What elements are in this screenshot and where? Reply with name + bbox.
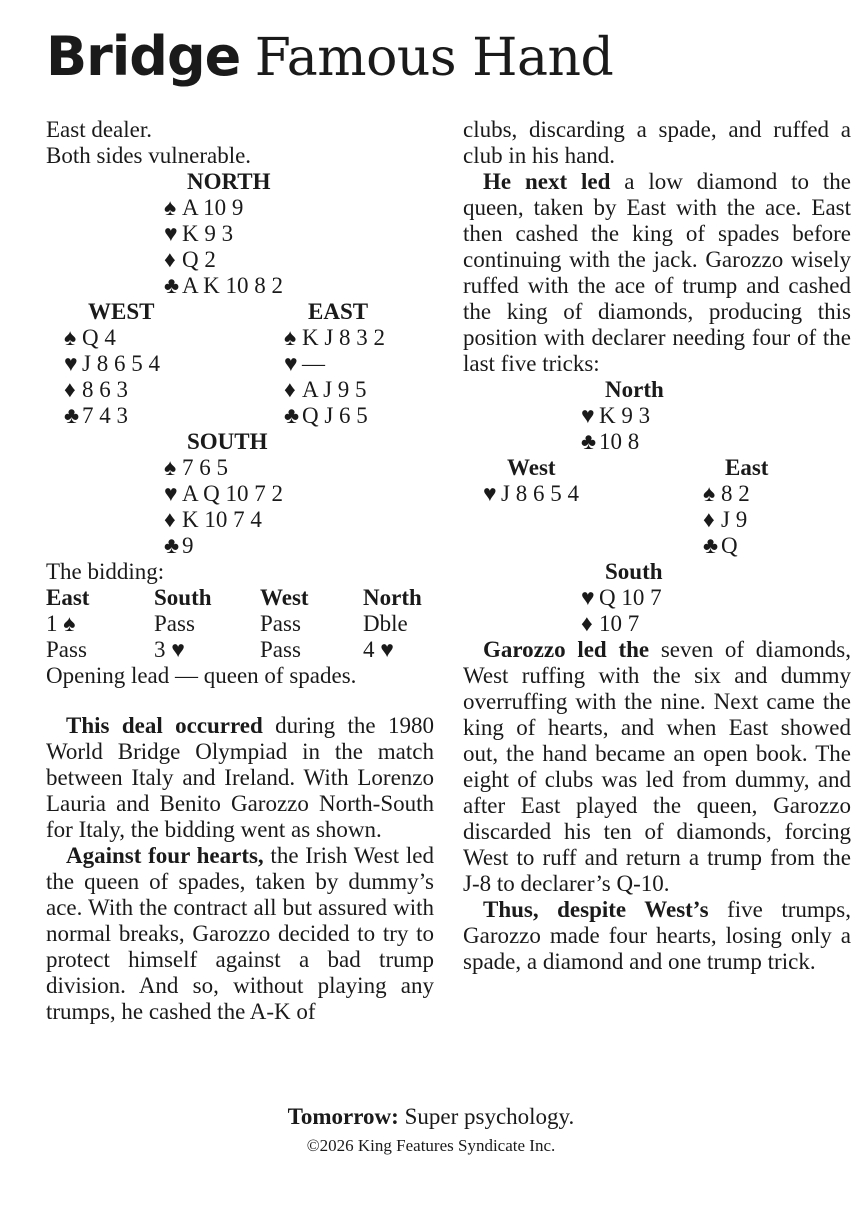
west-clubs: ♣ 7 4 3 [64,403,128,428]
bidding-table [46,585,434,663]
pos-north-clubs: ♣ 10 8 [581,429,640,454]
pos-north-hearts: ♥ K 9 3 [581,403,651,428]
club-icon: ♣ [164,273,180,298]
east-hearts: ♥ — [284,351,325,376]
bid-header-west: West [260,585,309,610]
bid-cell: Pass [46,637,87,662]
bid-cell: Pass [154,611,195,636]
article-right-bottom [463,637,851,975]
north-clubs: ♣ A K 10 8 2 [164,273,283,298]
heart-icon: ♥ [581,585,595,610]
spade-icon: ♠ [164,195,177,220]
north-hearts: ♥ K 9 3 [164,221,234,246]
club-icon: ♣ [284,403,300,428]
pos-south-label: South [605,559,663,584]
left-column [46,117,434,1025]
diamond-icon: ♦ [164,247,176,272]
east-diamonds: ♦ A J 9 5 [284,377,367,402]
south-diamonds: ♦ K 10 7 4 [164,507,262,532]
west-label: WEST [88,299,155,324]
bid-cell: 4 ♥ [363,637,394,662]
east-clubs: ♣ Q J 6 5 [284,403,368,428]
heart-icon: ♥ [581,403,595,428]
spade-icon: ♠ [164,455,177,480]
bidding-label: The bidding: [46,559,165,584]
vulnerability-text: Both sides vulnerable. [46,143,252,168]
article-right-top [463,117,851,377]
pos-east-spades: ♠ 8 2 [703,481,750,506]
pos-east-clubs: ♣ Q [703,533,738,558]
pos-north-label: North [605,377,664,402]
heart-icon: ♥ [483,481,497,506]
paragraph: This deal occurred during the 1980 World Bridge Olympiad in the match between Italy and Ireland. With Lorenzo Lauria and Benito Garozzo North-South for Italy, the bidding went as shown. [46,713,434,842]
south-hearts: ♥ A Q 10 7 2 [164,481,283,506]
west-hearts: ♥ J 8 6 5 4 [64,351,160,376]
north-spades: ♠ A 10 9 [164,195,244,220]
heart-icon: ♥ [284,351,298,376]
spade-icon: ♠ [64,325,77,350]
diamond-icon: ♦ [284,377,296,402]
bid-cell: Pass [260,611,301,636]
opening-lead: Opening lead — queen of spades. [46,663,357,688]
position-diagram [463,377,851,637]
pos-south-hearts: ♥ Q 10 7 [581,585,662,610]
tomorrow-teaser: Tomorrow: Super psychology. [287,1104,575,1129]
south-clubs: ♣ 9 [164,533,194,558]
heart-icon: ♥ [64,351,78,376]
paragraph: Garozzo led the seven of diamonds, West ruffing with the six and dummy overruffing with the nine. Next came the king of hearts, and when East showed out, the hand became an open book. The eight of clubs was led from dummy, and after East played the queen, Garozzo discarded his ten of diamonds, forcing West to ruff and return a trump from the J-8 to declarer’s Q-10. [463,637,852,896]
north-diamonds: ♦ Q 2 [164,247,216,272]
bid-cell: 3 ♥ [154,637,185,662]
paragraph: Thus, despite West’s five trumps, Garozzo made four hearts, losing only a spade, a diamond and one trump trick. [463,897,851,974]
deal-diagram [46,117,434,559]
bid-cell: Pass [260,637,301,662]
paragraph: Against four hearts, the Irish West led the queen of spades, taken by dummy’s ace. With the contract all but assured with normal breaks, Garozzo decided to try to protect himself against a bad trump division. And so, without playing any trumps, he cashed the A-K of [46,843,434,1024]
pos-south-diamonds: ♦ 10 7 [581,611,640,636]
spade-icon: ♠ [284,325,297,350]
dealer-text: East dealer. [46,117,153,142]
diamond-icon: ♦ [703,507,715,532]
article-left [46,713,434,1025]
diamond-icon: ♦ [164,507,176,532]
club-icon: ♣ [164,533,180,558]
bid-header-north: North [363,585,422,610]
pos-east-diamonds: ♦ J 9 [703,507,748,532]
club-icon: ♣ [64,403,80,428]
page-title [46,24,613,90]
bid-header-south: South [154,585,212,610]
bid-cell: Dble [363,611,408,636]
diamond-icon: ♦ [581,611,593,636]
west-diamonds: ♦ 8 6 3 [64,377,128,402]
pos-west-hearts: ♥ J 8 6 5 4 [483,481,579,506]
north-label: NORTH [187,169,271,194]
spade-icon: ♠ [703,481,716,506]
copyright: ©2026 King Features Syndicate Inc. [306,1136,556,1155]
east-label: EAST [308,299,369,324]
club-icon: ♣ [703,533,719,558]
heart-icon: ♥ [164,221,178,246]
club-icon: ♣ [581,429,597,454]
bid-header-east: East [46,585,90,610]
right-column [463,117,851,975]
title-regular: Famous Hand [254,28,614,88]
south-spades: ♠ 7 6 5 [164,455,228,480]
pos-west-label: West [507,455,556,480]
east-spades: ♠ K J 8 3 2 [284,325,386,350]
title-bold: Bridge [46,25,241,88]
pos-east-label: East [725,455,769,480]
paragraph: He next led a low diamond to the queen, taken by East with the ace. East then cashed the king of spades before continuing with the jack. Garozzo wisely ruffed with the ace of trump and cashed the king of diamonds, producing this position with declarer needing four of the last five tricks: [463,169,852,376]
bid-cell: 1 ♠ [46,611,76,636]
south-label: SOUTH [187,429,268,454]
paragraph-continued: clubs, discarding a spade, and ruffed a club in his hand. [463,117,851,168]
diamond-icon: ♦ [64,377,76,402]
heart-icon: ♥ [164,481,178,506]
west-spades: ♠ Q 4 [64,325,116,350]
